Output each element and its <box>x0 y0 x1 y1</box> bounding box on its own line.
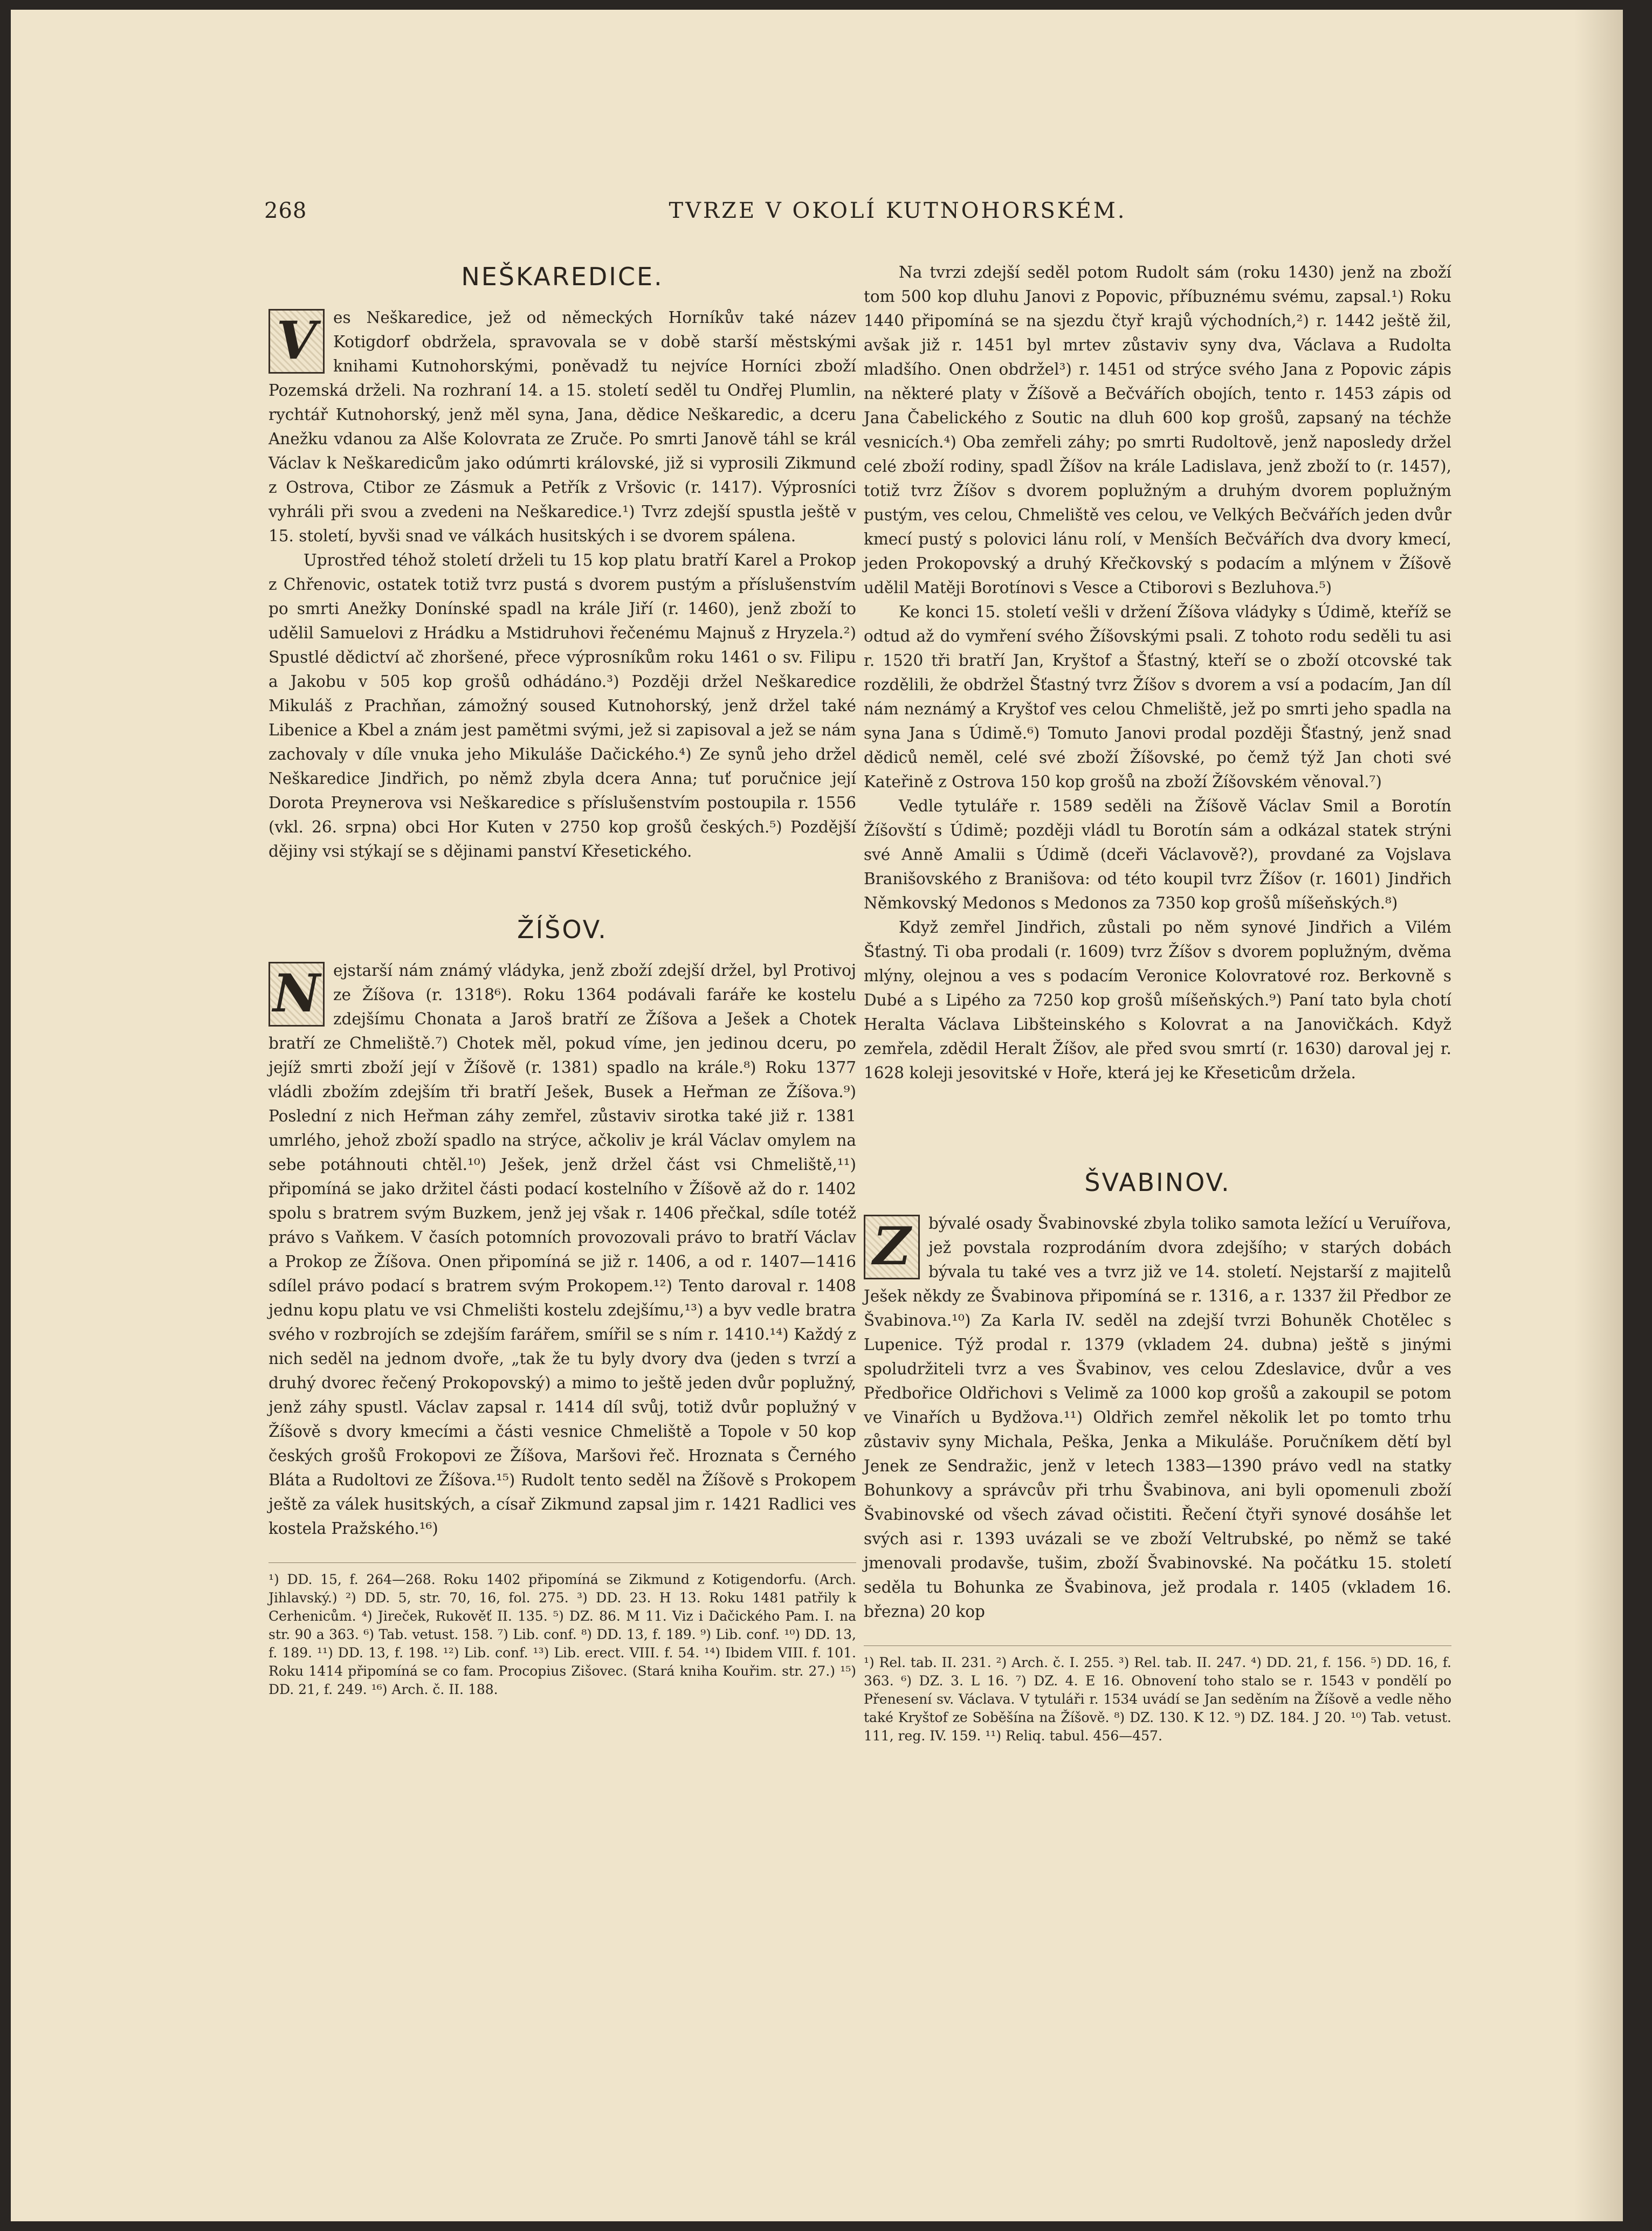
paragraph <box>269 959 856 1541</box>
footnotes-right: ¹) Rel. tab. II. 231. ²) Arch. č. I. 255. ³) Rel. tab. II. 247. ⁴) DD. 21, f. 156. ⁵) DD. 16, f. 363. ⁶) DZ. 3. L 16. ⁷) DZ. 4. E 16. Obnovení toho stalo se r. 1543 v pondělí po Přenesení sv. Václava. V tytuláři r. 1534 uvádí se Jan seděním na Žíšově a vedle něho také Kryštof ze Soběšína na Žíšově. ⁸) DZ. 130. K 12. ⁹) DZ. 184. J 20. ¹⁰) Tab. vetust. 111, reg. IV. 159. ¹¹) Reliq. tabul. 456—457. <box>864 1645 1451 1745</box>
paragraph-text: bývalé osady Švabinovské zbyla toliko samota ležící u Veruířova, jež povstala rozprodáním dvora zdejšího; v starých dobách bývala tu také ves a tvrz již ve 14. století. Nejstarší z majitelů Ješek někdy ze Švabinova připomíná se r. 1316, a r. 1337 žil Předbor ze Švabinova.¹⁰) Za Karla IV. seděl na zdejší tvrzi Bohuněk Chotělec s Lupenice. Týž prodal r. 1379 (vkladem 24. dubna) ještě s jinými spoludržiteli tvrz a ves Švabinov, ves celou Zdeslavice, dvůr a ves Předbořice Oldřichovi s Velimě za 1000 kop grošů a zakoupil se potom ve Vinařích u Bydžova.¹¹) Oldřich zemřel několik let po tomto trhu zůstaviv syny Michala, Peška, Jenka a Mikuláše. Poručníkem dětí byl Jenek ze Sendražic, jenž v letech 1383—1390 právo vedl na statky Bohunkovy a správcův při trhu Švabinova, ani byli opomenuli zboží Švabinovské od všech závad očistiti. Řečení čtyři synové dosáhše let svých asi r. 1393 uvázali se ve zboží Veltrubské, po němž se také jmenovali prodavše, tušim, zboží Švabinovské. Na počátku 15. století seděla tu Bohunka ze Švabinova, jež prodala r. 1405 (vkladem 16. března) 20 kop <box>864 1214 1451 1621</box>
section-spacer <box>269 864 856 913</box>
page-number: 268 <box>264 198 307 223</box>
running-title: TVRZE V OKOLÍ KUTNOHORSKÉM. <box>669 198 1127 223</box>
section-spacer <box>864 1085 1451 1166</box>
footnotes-left: ¹) DD. 15, f. 264—268. Roku 1402 připomíná se Zikmund z Kotigendorfu. (Arch. Jihlavský.) ²) DD. 5, str. 70, 16, fol. 275. ³) DD. 23. H 13. Roku 1481 patřily k Cerhenicům. ⁴) Jireček, Rukověť II. 135. ⁵) DZ. 86. M 11. Viz i Dačického Pam. I. na str. 90 a 363. ⁶) Tab. vetust. 158. ⁷) Lib. conf. ⁸) DD. 13, f. 189. ⁹) Lib. conf. ¹⁰) DD. 13, f. 189. ¹¹) DD. 13, f. 198. ¹²) Lib. conf. ¹³) Lib. erect. VIII. f. 54. ¹⁴) Ibidem VIII. f. 101. Roku 1414 připomíná se co fam. Procopius Zišovec. (Stará kniha Kouřim. str. 27.) ¹⁵) DD. 21, f. 249. ¹⁶) Arch. č. II. 188. <box>269 1562 856 1699</box>
section-title-svabinov: ŠVABINOV. <box>1084 1168 1231 1197</box>
book-page <box>11 10 1623 2221</box>
dropcap-initial: Z <box>864 1215 920 1279</box>
paragraph: Na tvrzi zdejší seděl potom Rudolt sám (roku 1430) jenž na zboží tom 500 kop dluhu Janovi z Popovic, příbuznému svému, zapsal.¹) Roku 1440 připomíná se na sjezdu čtyř krajů východních,²) r. 1442 ještě žil, avšak již r. 1451 byl mrtev zůstaviv syny dva, Václava a Rudolta mladšího. Onen obdržel³) r. 1451 od strýce svého Jana z Popovic zápis na některé platy v Žíšově a Bečvářích obojích, tento r. 1453 zápis od Jana Čabelického z Soutic na dluh 600 kop grošů, zapsaný na téchže vesnicích.⁴) Oba zemřeli záhy; po smrti Rudoltově, jenž naposledy držel celé zboží rodiny, spadl Žíšov na krále Ladislava, jenž zboží to (r. 1457), totiž tvrz Žíšov s dvorem poplužným a druhým dvorem poplužným pustým, ves celou, Chmeliště ves celou, ve Velkých Bečvářích jeden dvůr kmecí pustý s polovici lánu rolí, v Menších Bečvářích dva dvory kmecí, jeden Prokopovský a druhý Křečkovský s podacím a mlýnem v Žíšově udělil Matěji Borotínovi s Vesce a Ctiborovi s Bezluhova.⁵) <box>864 263 1451 597</box>
running-head <box>264 198 1531 236</box>
paragraph-text: ejstarší nám známý vládyka, jenž zboží zdejší držel, byl Protivoj ze Žíšova (r. 1318⁶). Roku 1364 podávali faráře ke kostelu zdejšímu Chonata a Jaroš bratří ze Žíšova a Ješek a Chotek bratří ze Chmeliště.⁷) Chotek měl, pokud víme, jen jedinou dceru, po jejíž smrti zboží její v Žíšově (r. 1381) spadlo na krále.⁸) Roku 1377 vládli zbožím zdejším tři bratří Ješek, Busek a Heřman ze Žíšova.⁹) Poslední z nich Heřman záhy zemřel, zůstaviv sirotka také již r. 1381 umrlého, jehož zboží spadlo na strýce, ačkoliv je král Václav omylem na sebe potáhnouti chtěl.¹⁰) Ješek, jenž držel část vsi Chmeliště,¹¹) připomíná se jako držitel části podací kostelního v Žíšově až do r. 1402 spolu s bratrem svým Buzkem, jenž jej však r. 1406 přečkal, sdíle totéž právo s Vaňkem. V časích potomních provozovali právo to bratří Václav a Prokop ze Žíšova. Onen připomíná se již r. 1406, a od r. 1407—1416 sdílel právo podací s bratrem svým Prokopem.¹²) Tento daroval r. 1408 jednu kopu platu ve vsi Chmelišti kostelu zdejšímu,¹³) a byv vedle bratra svého v rozbrojích se zdejším farářem, smířil se s ním r. 1410.¹⁴) Každý z nich seděl na jednom dvoře, „tak že tu byly dvory dva (jeden s tvrzí a druhý dvorec řečený Prokopovský) a mimo to ještě jeden dvůr poplužný, jenž záhy spustl. Václav zapsal r. 1414 díl svůj, totiž dvůr poplužný v Žíšově s dvory kmecími a části vesnice Chmeliště a Topole v 50 kop českých grošů Frokopovi ze Žíšova, Maršovi řeč. Hroznata s Černého Bláta a Rudoltovi ze Žíšova.¹⁵) Rudolt tento seděl na Žíšově s Prokopem ještě za válek husitských, a císař Zikmund zapsal jim r. 1421 Radlici ves kostela Pražského.¹⁶) <box>269 961 856 1538</box>
page-edge-shadow <box>1574 10 1623 2221</box>
paragraph: Uprostřed téhož století drželi tu 15 kop platu bratří Karel a Prokop z Chřenovic, ostatek totiž tvrz pustá s dvorem pustým a příslušenstvím po smrti Anežky Donínské spadl na krále Jiří (r. 1460), jenž zboží to udělil Samuelovi z Hrádku a Mstidruhovi řečenému Majnuš z Hryzela.²) Spustlé dědictví ač zhoršené, přece výprosníkům roku 1461 o sv. Filipu a Jakobu v 505 kop grošů odhádáno.³) Později držel Neškaredice Mikuláš z Prachňan, zámožný soused Kutnohorský, jenž držel také Libenice a Kbel a znám jest pamětmi svými, jež si zapisoval a jež se nám zachovaly v díle vnuka jeho Mikuláše Dačického.⁴) Ze synů jeho držel Neškaredice Jindřich, po němž zbyla dcera Anna; tuť poručnice její Dorota Preynerova vsi Neškaredice s příslušenstvím postoupila r. 1556 (vkl. 26. srpna) obci Hor Kuten v 2750 kop grošů českých.⁵) Pozdější dějiny vsi stýkají se s dějinami panství Křesetického. <box>269 551 856 860</box>
paragraph: Když zemřel Jindřich, zůstali po něm synové Jindřich a Vilém Šťastný. Ti oba prodali (r. 1609) tvrz Žíšov s dvorem poplužným, dvěma mlýny, olejnou a ves s podacím Veronice Kolovratové roz. Berkovně s Dubé a s Lipého za 7250 kop grošů míšeňských.⁹) Paní tato byla chotí Heralta Václava Libšteinského s Kolovrat a na Janovičkách. Když zemřela, zdědil Heralt Žíšov, ale před svou smrtí (r. 1630) daroval jej r. 1628 koleji jesovitské v Hoře, která jej ke Křeseticům držela. <box>864 918 1451 1082</box>
section-title-neskaredice: NEŠKAREDICE. <box>461 262 664 291</box>
paragraph <box>864 1211 1451 1624</box>
dropcap-initial: V <box>269 309 325 374</box>
paragraph: Ke konci 15. století vešli v držení Žíšova vládyky s Údimě, kteříž se odtud až do vymření svého Žíšovskými psali. Z tohoto rodu seděli tu asi r. 1520 tři bratří Jan, Kryštof a Šťastný, kteří se o zboží otcovské tak rozdělili, že obdržel Šťastný tvrz Žíšov s dvorem a vsí a podacím, Jan díl nám neznámý a Kryštof ves celou Chmeliště, jež po smrti jeho spadla na syna Jana s Údimě.⁶) Tomuto Janovi prodal později Šťastný, jenž snad dědiců neměl, celé své zboží Žíšovské, po čemž týž Jan choti své Kateřině z Ostrova 150 kop grošů na zboží Žíšovském věnoval.⁷) <box>864 603 1451 791</box>
paragraph <box>269 306 856 548</box>
left-column <box>269 260 856 1699</box>
right-column <box>864 260 1451 1745</box>
dropcap-initial: N <box>269 962 325 1027</box>
section-title-zisov: ŽÍŠOV. <box>517 915 608 944</box>
paragraph-text: es Neškaredice, jež od německých Horníkův také název Kotigdorf obdržela, spravovala se v době starší městskými knihami Kutnohorskými, poněvadž tu nejvíce Horníci zboží Pozemská drželi. Na rozhraní 14. a 15. století seděl tu Ondřej Plumlin, rychtář Kutnohorský, jenž měl syna, Jana, dědice Neškaredic, a dceru Anežku vdanou za Alše Kolovrata ze Zruče. Po smrti Janově táhl se král Václav k Neškaredicům jako odúmrti královské, již si vyprosili Zikmund z Ostrova, Ctibor ze Zásmuk a Petřík z Vršovic (r. 1417). Výprosníci vyhráli při svou a zvedeni na Neškaredice.¹) Tvrz zdejší spustla ještě v 15. století, byvši snad ve válkách husitských i se dvorem spálena. <box>269 308 856 545</box>
paragraph: Vedle tytuláře r. 1589 seděli na Žíšově Václav Smil a Borotín Žíšovští s Údimě; později vládl tu Borotín sám a odkázal statek strýni své Anně Amalii s Údimě (dceři Václavově?), provdané za Vojslava Branišovského z Branišova: od této koupil tvrz Žíšov (r. 1601) Jindřich Němkovský Medonos s Medonos za 7350 kop grošů míšeňských.⁸) <box>864 797 1451 912</box>
